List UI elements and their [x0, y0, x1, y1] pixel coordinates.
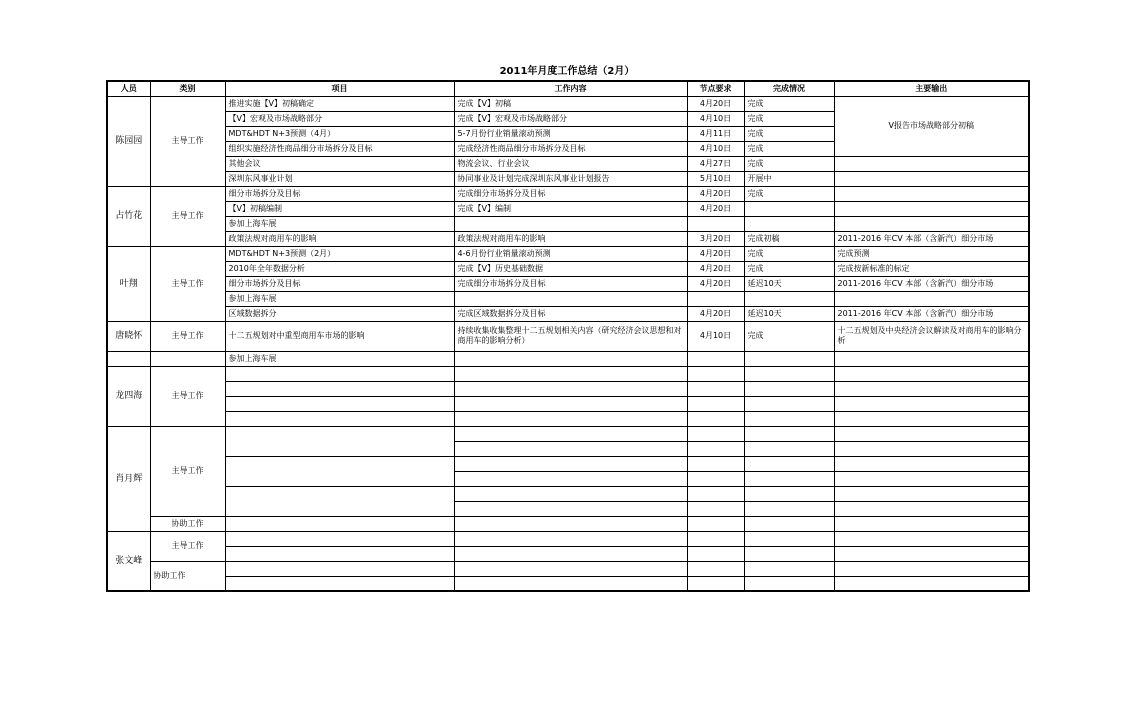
table-row [107, 216, 1029, 231]
project-cell: 组织实施经济性商品细分市场拆分及目标 [225, 141, 454, 156]
empty-cell [687, 576, 744, 591]
status-cell: 完成 [744, 156, 834, 171]
empty-cell [744, 471, 834, 486]
project-cell: MDT&HDT N+3预测（4月） [225, 126, 454, 141]
deadline-cell: 4月20日 [687, 261, 744, 276]
empty-cell [744, 531, 834, 546]
content-cell: 持续收集收集整理十二五规划相关内容（研究经济会议思想和对商用车的影响分析） [454, 321, 687, 351]
empty-cell [687, 546, 744, 561]
empty-cell [687, 366, 744, 381]
content-cell [454, 351, 687, 366]
content-cell [454, 216, 687, 231]
deadline-cell: 4月27日 [687, 156, 744, 171]
output-cell [834, 201, 1029, 216]
table-row [107, 291, 1029, 306]
empty-cell [687, 471, 744, 486]
deadline-cell: 4月20日 [687, 96, 744, 111]
empty-cell [744, 426, 834, 441]
table-row [107, 306, 1029, 321]
project-cell: 参加上海车展 [225, 216, 454, 231]
deadline-cell: 5月10日 [687, 171, 744, 186]
deadline-cell: 4月20日 [687, 306, 744, 321]
table-row [107, 321, 1029, 351]
content-cell: 完成细分市场拆分及目标 [454, 276, 687, 291]
empty-cell [687, 486, 744, 501]
status-cell: 完成 [744, 321, 834, 351]
empty-cell [687, 381, 744, 396]
status-cell: 完成 [744, 261, 834, 276]
category-cell: 主导工作 [150, 96, 225, 186]
content-cell: 完成【V】历史基础数据 [454, 261, 687, 276]
deadline-cell: 4月20日 [687, 186, 744, 201]
content-cell: 协同事业及计划完成深圳东风事业计划报告 [454, 171, 687, 186]
empty-cell [454, 561, 687, 576]
empty-cell [225, 531, 454, 546]
person-cell: 叶翔 [107, 246, 150, 321]
status-cell: 完成 [744, 96, 834, 111]
empty-cell [454, 471, 687, 486]
project-cell: 参加上海车展 [225, 291, 454, 306]
content-cell: 完成【V】编制 [454, 201, 687, 216]
table-row [107, 156, 1029, 171]
empty-cell [225, 396, 454, 411]
status-cell: 完成 [744, 111, 834, 126]
table-row [107, 426, 1029, 441]
empty-cell [225, 486, 454, 516]
table-row [107, 486, 1029, 501]
output-cell [834, 156, 1029, 171]
empty-cell [744, 396, 834, 411]
empty-cell [744, 456, 834, 471]
table-row [107, 561, 1029, 576]
output-cell [834, 186, 1029, 201]
empty-cell [744, 501, 834, 516]
project-cell: 其他会议 [225, 156, 454, 171]
content-cell: 完成细分市场拆分及目标 [454, 186, 687, 201]
table-row [107, 411, 1029, 426]
table-row [107, 576, 1029, 591]
category-cell: 主导工作 [150, 246, 225, 321]
header-deadline: 节点要求 [687, 81, 744, 96]
status-cell [744, 216, 834, 231]
table-row [107, 201, 1029, 216]
status-cell: 延迟10天 [744, 276, 834, 291]
empty-cell [454, 381, 687, 396]
content-cell: 完成【V】宏观及市场战略部分 [454, 111, 687, 126]
table-row [107, 276, 1029, 291]
project-cell: 【V】宏观及市场战略部分 [225, 111, 454, 126]
empty-cell [834, 471, 1029, 486]
status-cell: 延迟10天 [744, 306, 834, 321]
category-cell: 主导工作 [150, 531, 225, 561]
empty-cell [687, 501, 744, 516]
output-cell: 2011-2016 年CV 本部（含新汽）细分市场 [834, 306, 1029, 321]
output-cell [834, 216, 1029, 231]
status-cell [744, 201, 834, 216]
empty-cell [744, 381, 834, 396]
empty-cell [687, 561, 744, 576]
deadline-cell: 3月20日 [687, 231, 744, 246]
empty-cell [834, 486, 1029, 501]
empty-cell [834, 441, 1029, 456]
empty-cell [454, 426, 687, 441]
empty-cell [225, 516, 454, 531]
empty-cell [454, 501, 687, 516]
deadline-cell: 4月20日 [687, 246, 744, 261]
output-cell [834, 351, 1029, 366]
empty-cell [834, 576, 1029, 591]
empty-cell [744, 411, 834, 426]
deadline-cell [687, 351, 744, 366]
empty-cell [834, 426, 1029, 441]
person-cell: 龙四海 [107, 366, 150, 426]
content-cell: 完成区域数据拆分及目标 [454, 306, 687, 321]
content-cell: 5-7月份行业销量滚动预测 [454, 126, 687, 141]
table-row [107, 246, 1029, 261]
project-cell: 【V】初稿编制 [225, 201, 454, 216]
empty-cell [225, 561, 454, 576]
person-cell: 占竹花 [107, 186, 150, 246]
empty-cell [225, 411, 454, 426]
deadline-cell [687, 216, 744, 231]
project-cell: 政策法规对商用车的影响 [225, 231, 454, 246]
table-row [107, 396, 1029, 411]
empty-cell [687, 396, 744, 411]
empty-cell [225, 546, 454, 561]
assist-category-cell: 协助工作 [150, 516, 225, 531]
project-cell: 深圳东风事业计划 [225, 171, 454, 186]
table-row [107, 381, 1029, 396]
empty-cell [225, 426, 454, 456]
header-row [107, 81, 1029, 96]
project-cell: MDT&HDT N+3预测（2月） [225, 246, 454, 261]
table-row [107, 231, 1029, 246]
project-cell: 推进实施【V】初稿确定 [225, 96, 454, 111]
empty-cell [687, 426, 744, 441]
table-row [107, 171, 1029, 186]
status-cell: 完成 [744, 126, 834, 141]
empty-cell [225, 381, 454, 396]
person-cell: 肖月辉 [107, 426, 150, 531]
empty-cell [744, 576, 834, 591]
empty-cell [834, 366, 1029, 381]
content-cell [454, 291, 687, 306]
empty-cell [744, 546, 834, 561]
header-category: 类别 [150, 81, 225, 96]
status-cell [744, 291, 834, 306]
empty-cell [454, 456, 687, 471]
header-output: 主要输出 [834, 81, 1029, 96]
output-cell [834, 291, 1029, 306]
empty-cell [744, 516, 834, 531]
empty-cell [834, 546, 1029, 561]
category-cell: 主导工作 [150, 366, 225, 426]
header-project: 项目 [225, 81, 454, 96]
content-cell: 4-6月份行业销量滚动预测 [454, 246, 687, 261]
status-cell [744, 351, 834, 366]
empty-cell [454, 366, 687, 381]
output-cell: 2011-2016 年CV 本部（含新汽）细分市场 [834, 276, 1029, 291]
work-summary-table [106, 80, 1030, 592]
empty-cell [225, 456, 454, 486]
empty-cell [454, 576, 687, 591]
empty-cell [834, 456, 1029, 471]
table-row [107, 531, 1029, 546]
category-cell: 主导工作 [150, 321, 225, 351]
deadline-cell: 4月10日 [687, 141, 744, 156]
output-cell [834, 171, 1029, 186]
content-cell: 政策法规对商用车的影响 [454, 231, 687, 246]
empty-cell [834, 501, 1029, 516]
content-cell: 完成【V】初稿 [454, 96, 687, 111]
empty-cell [744, 441, 834, 456]
output-cell: 2011-2016 年CV 本部（含新汽）细分市场 [834, 231, 1029, 246]
empty-cell [454, 486, 687, 501]
empty-cell [454, 396, 687, 411]
table-row [107, 186, 1029, 201]
empty-cell [834, 516, 1029, 531]
table-row [107, 351, 1029, 366]
header-person: 人员 [107, 81, 150, 96]
content-cell: 完成经济性商品细分市场拆分及目标 [454, 141, 687, 156]
deadline-cell: 4月20日 [687, 201, 744, 216]
empty-cell [834, 381, 1029, 396]
empty-cell [454, 516, 687, 531]
empty-cell [107, 351, 150, 366]
status-cell: 完成 [744, 246, 834, 261]
person-cell: 唐晓怀 [107, 321, 150, 351]
output-cell: V报告市场战略部分初稿 [834, 96, 1029, 156]
person-cell: 陈园园 [107, 96, 150, 186]
empty-cell [225, 366, 454, 381]
project-cell: 细分市场拆分及目标 [225, 276, 454, 291]
empty-cell [454, 411, 687, 426]
empty-cell [687, 411, 744, 426]
assist-category-cell: 协助工作 [150, 561, 225, 591]
status-cell: 完成 [744, 141, 834, 156]
deadline-cell: 4月20日 [687, 276, 744, 291]
empty-cell [454, 546, 687, 561]
deadline-cell: 4月10日 [687, 111, 744, 126]
empty-cell [687, 531, 744, 546]
empty-cell [834, 561, 1029, 576]
empty-cell [454, 441, 687, 456]
person-cell: 张文峰 [107, 531, 150, 591]
category-cell: 主导工作 [150, 426, 225, 516]
table-row [107, 261, 1029, 276]
status-cell: 开展中 [744, 171, 834, 186]
table-row [107, 516, 1029, 531]
sheet-title: 2011年月度工作总结（2月） [499, 66, 635, 77]
empty-cell [834, 531, 1029, 546]
deadline-cell: 4月10日 [687, 321, 744, 351]
output-cell: 十二五规划及中央经济会议解读及对商用车的影响分析 [834, 321, 1029, 351]
project-cell: 参加上海车展 [225, 351, 454, 366]
empty-cell [687, 441, 744, 456]
output-cell: 完成按新标准的标定 [834, 261, 1029, 276]
table-row [107, 366, 1029, 381]
empty-cell [454, 531, 687, 546]
deadline-cell [687, 291, 744, 306]
content-cell: 物流会议、行业会议 [454, 156, 687, 171]
empty-cell [687, 456, 744, 471]
empty-cell [225, 576, 454, 591]
project-cell: 十二五规划对中重型商用车市场的影响 [225, 321, 454, 351]
empty-cell [687, 516, 744, 531]
empty-cell [834, 411, 1029, 426]
table-row [107, 456, 1029, 471]
deadline-cell: 4月11日 [687, 126, 744, 141]
output-cell: 完成预测 [834, 246, 1029, 261]
category-cell: 主导工作 [150, 186, 225, 246]
empty-cell [744, 366, 834, 381]
project-cell: 区域数据拆分 [225, 306, 454, 321]
status-cell: 完成初稿 [744, 231, 834, 246]
project-cell: 2010年全年数据分析 [225, 261, 454, 276]
empty-cell [150, 351, 225, 366]
table-row [107, 546, 1029, 561]
empty-cell [744, 486, 834, 501]
empty-cell [744, 561, 834, 576]
empty-cell [834, 396, 1029, 411]
project-cell: 细分市场拆分及目标 [225, 186, 454, 201]
table-row [107, 96, 1029, 111]
header-status: 完成情况 [744, 81, 834, 96]
status-cell: 完成 [744, 186, 834, 201]
header-content: 工作内容 [454, 81, 687, 96]
